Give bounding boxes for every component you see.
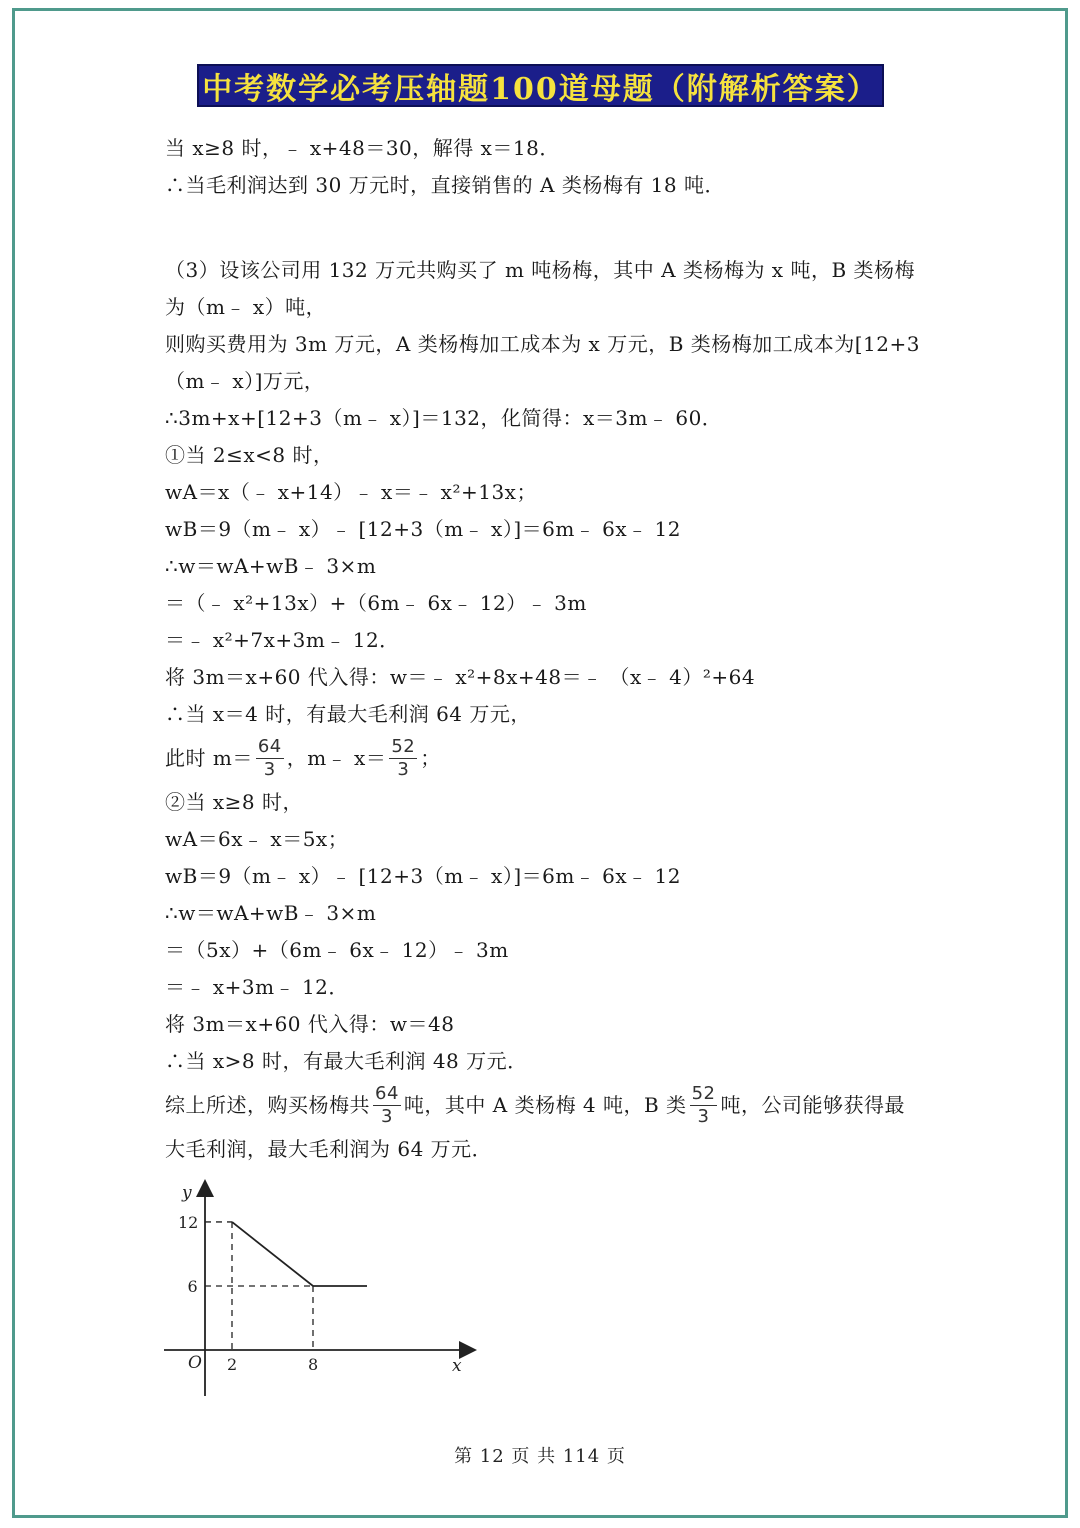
text-line xyxy=(165,1080,925,1131)
origin-label: O xyxy=(188,1353,202,1373)
x-tick-label: 2 xyxy=(227,1355,238,1374)
fraction-denominator: 3 xyxy=(397,759,410,780)
text-line: ＝（﹣ x²+13x）+（6m﹣ 6x﹣ 12）﹣ 3m xyxy=(165,591,587,615)
fraction-numerator: 52 xyxy=(391,736,416,757)
fraction xyxy=(690,1083,718,1128)
text-line: wA＝6x﹣ x＝5x； xyxy=(165,827,349,851)
text-line: ∴w＝wA+wB﹣ 3×m xyxy=(165,554,377,578)
text-line: 将 3m＝x+60 代入得：w＝﹣ x²+8x+48＝﹣ （x﹣ 4）²+64 xyxy=(165,665,756,689)
fraction xyxy=(256,736,284,781)
text-line: ∴w＝wA+wB﹣ 3×m xyxy=(165,901,377,925)
fraction-denominator: 3 xyxy=(697,1106,710,1127)
text-segment: 吨，其中 A 类杨梅 4 吨，B 类 xyxy=(403,1093,687,1117)
page-footer: 第 12 页 共 114 页 xyxy=(454,1446,626,1467)
y-tick-label: 12 xyxy=(178,1212,199,1232)
text-line: （3）设该公司用 132 万元共购买了 m 吨杨梅，其中 A 类杨梅为 x 吨，B 类杨梅为（m﹣ x）吨， xyxy=(165,258,915,319)
fraction-numerator: 64 xyxy=(375,1083,399,1104)
text-segment: 此时 m＝ xyxy=(165,746,253,770)
text-line xyxy=(165,733,925,784)
text-line: ＝（5x）+（6m﹣ 6x﹣ 12）﹣ 3m xyxy=(165,938,509,962)
text-line: ＝﹣ x²+7x+3m﹣ 12． xyxy=(165,628,400,652)
text-line: wB＝9（m﹣ x）﹣ [12+3（m﹣ x）]＝6m﹣ 6x﹣ 12 xyxy=(165,517,681,541)
text-segment: 综上所述，购买杨梅共 xyxy=(165,1093,370,1117)
text-line: ∴当毛利润达到 30 万元时，直接销售的 A 类杨梅有 18 吨． xyxy=(165,173,725,197)
y-axis-label: y xyxy=(182,1183,192,1203)
x-tick-label: 8 xyxy=(308,1355,319,1374)
text-line: wB＝9（m﹣ x）﹣ [12+3（m﹣ x）]＝6m﹣ 6x﹣ 12 xyxy=(165,864,681,888)
text-segment: ，m﹣ x＝ xyxy=(286,746,387,770)
fraction xyxy=(389,736,417,781)
text-line: ＝﹣ x+3m﹣ 12． xyxy=(165,975,349,999)
text-line: wA＝x（﹣ x+14）﹣ x＝﹣ x²+13x； xyxy=(165,480,537,504)
fraction-denominator: 3 xyxy=(263,759,276,780)
text-line: ①当 2≤x<8 时， xyxy=(165,443,334,467)
text-line: ∴当 x>8 时，有最大毛利润 48 万元． xyxy=(165,1049,528,1073)
fraction-numerator: 64 xyxy=(257,736,282,757)
text-line: ∴当 x＝4 时，有最大毛利润 64 万元， xyxy=(165,702,531,726)
series-line xyxy=(232,1222,367,1286)
text-line: 将 3m＝x+60 代入得：w＝48 xyxy=(165,1012,455,1036)
text-segment: 吨，公司能够获得最 xyxy=(720,1093,905,1117)
fraction-numerator: 52 xyxy=(691,1083,716,1104)
text-line: 则购买费用为 3m 万元，A 类杨梅加工成本为 x 万元，B 类杨梅加工成本为[12+3（m﹣ x）]万元， xyxy=(165,332,920,393)
x-axis-label: x xyxy=(452,1356,462,1376)
text-segment: ； xyxy=(420,746,441,770)
function-graph xyxy=(158,1178,478,1403)
y-tick-label: 6 xyxy=(187,1276,198,1296)
title-banner xyxy=(197,64,884,107)
text-line: 当 x≥8 时，﹣ x+48＝30，解得 x＝18． xyxy=(165,136,560,160)
text-line: ②当 x≥8 时， xyxy=(165,790,303,814)
page-title: 中考数学必考压轴题100道母题（附解析答案） xyxy=(202,71,879,107)
text-line: 大毛利润，最大毛利润为 64 万元． xyxy=(165,1137,493,1161)
text-line: ∴3m+x+[12+3（m﹣ x）]＝132，化简得：x＝3m﹣ 60． xyxy=(165,406,723,430)
fraction xyxy=(373,1083,401,1128)
solution-text xyxy=(165,130,925,1168)
fraction-denominator: 3 xyxy=(380,1106,393,1127)
